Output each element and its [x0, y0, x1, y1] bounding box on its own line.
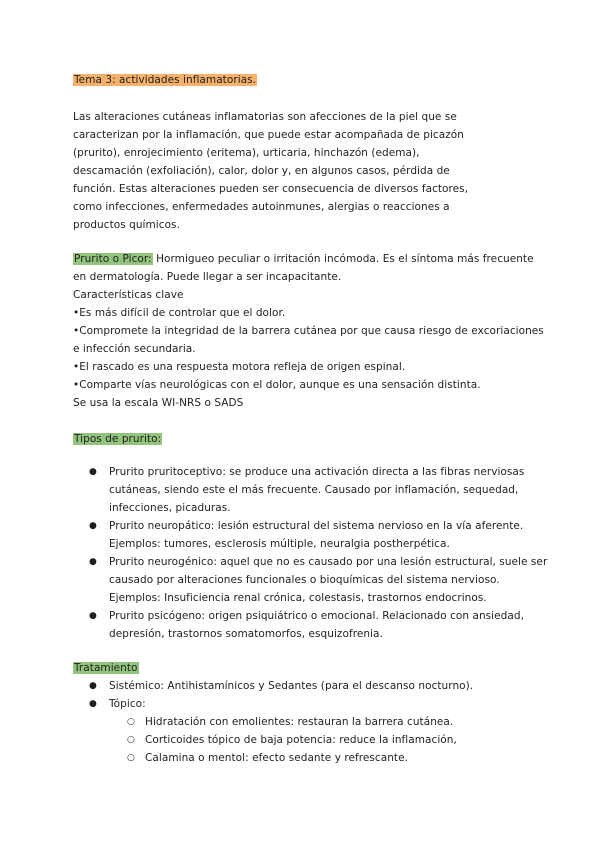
circle-bullet-icon: ○	[127, 735, 135, 745]
prurito-definition-text: Hormigueo peculiar o irritación incómoda. Es el síntoma más frecuente	[152, 253, 534, 265]
intro-line-6: como infecciones, enfermedades autoinmunes, alergias o reacciones a	[73, 201, 450, 213]
tipo-1-line-1: Prurito pruritoceptivo: se produce una activación directa a las fibras nerviosas	[109, 466, 525, 478]
prurito-definition-line-2: en dermatología. Puede llegar a ser incapacitante.	[73, 271, 342, 283]
topico-item-1: Hidratación con emolientes: restauran la barrera cutánea.	[145, 716, 454, 728]
tipo-1-line-3: infecciones, picaduras.	[109, 502, 231, 514]
caracteristica-3: •El rascado es una respuesta motora refleja de origen espinal.	[73, 361, 406, 373]
bullet-icon: ●	[89, 521, 97, 531]
caracteristica-1: •Es más difícil de controlar que el dolor.	[73, 307, 286, 319]
caracteristica-4: •Comparte vías neurológicas con el dolor, aunque es una sensación distinta.	[73, 379, 481, 391]
intro-line-1: Las alteraciones cutáneas inflamatorias son afecciones de la piel que se	[73, 111, 457, 123]
tratamiento-title-highlight: Tratamiento	[74, 662, 138, 674]
tratamiento-topico: Tópico:	[109, 698, 146, 710]
tipos-title-highlight: Tipos de prurito:	[74, 433, 162, 445]
circle-bullet-icon: ○	[127, 717, 135, 727]
topico-item-3: Calamina o mentol: efecto sedante y refrescante.	[145, 752, 408, 764]
caracteristicas-title: Características clave	[73, 289, 184, 301]
prurito-label: Prurito o Picor:	[74, 253, 152, 265]
bullet-icon: ●	[89, 467, 97, 477]
circle-bullet-icon: ○	[127, 753, 135, 763]
title-highlight: Tema 3: actividades inflamatorias.	[74, 74, 257, 86]
intro-line-3: (prurito), enrojecimiento (eritema), urticaria, hinchazón (edema),	[73, 147, 420, 159]
escala-line: Se usa la escala WI-NRS o SADS	[73, 397, 244, 409]
intro-line-7: productos químicos.	[73, 219, 180, 231]
bullet-icon: ●	[89, 557, 97, 567]
intro-line-2: caracterizan por la inflamación, que puede estar acompañada de picazón	[73, 129, 464, 141]
caracteristica-2: •Compromete la integridad de la barrera cutánea por que causa riesgo de excoriaciones	[73, 325, 544, 337]
tipo-3-line-3: Ejemplos: Insuficiencia renal crónica, colestasis, trastornos endocrinos.	[109, 592, 487, 604]
section-title	[73, 71, 257, 89]
tipo-4-line-1: Prurito psicógeno: origen psiquiátrico o emocional. Relacionado con ansiedad,	[109, 610, 524, 622]
tratamiento-title	[73, 659, 139, 677]
tipo-3-line-2: causado por alteraciones funcionales o bioquímicas del sistema nervioso.	[109, 574, 500, 586]
intro-line-5: función. Estas alteraciones pueden ser consecuencia de diversos factores,	[73, 183, 469, 195]
tipo-4-line-2: depresión, trastornos somatomorfos, esquizofrenia.	[109, 628, 383, 640]
tipo-2-line-1: Prurito neuropático: lesión estructural del sistema nervioso en la vía aferente.	[109, 520, 524, 532]
bullet-icon: ●	[89, 611, 97, 621]
tipos-title	[73, 430, 162, 448]
intro-line-4: descamación (exfoliación), calor, dolor y, en algunos casos, pérdida de	[73, 165, 450, 177]
tipo-3-line-1: Prurito neurogénico: aquel que no es causado por una lesión estructural, suele ser	[109, 556, 548, 568]
bullet-icon: ●	[89, 699, 97, 709]
topico-item-2: Corticoides tópico de baja potencia: reduce la inflamación,	[145, 734, 457, 746]
tipo-1-line-2: cutáneas, siendo este el más frecuente. Causado por inflamación, sequedad,	[109, 484, 519, 496]
bullet-icon: ●	[89, 681, 97, 691]
prurito-definition-line-1	[73, 250, 534, 268]
caracteristica-2-cont: e infección secundaria.	[73, 343, 196, 355]
tratamiento-sistemico: Sistémico: Antihistamínicos y Sedantes (para el descanso nocturno).	[109, 680, 474, 692]
tipo-2-line-2: Ejemplos: tumores, esclerosis múltiple, neuralgia postherpética.	[109, 538, 450, 550]
